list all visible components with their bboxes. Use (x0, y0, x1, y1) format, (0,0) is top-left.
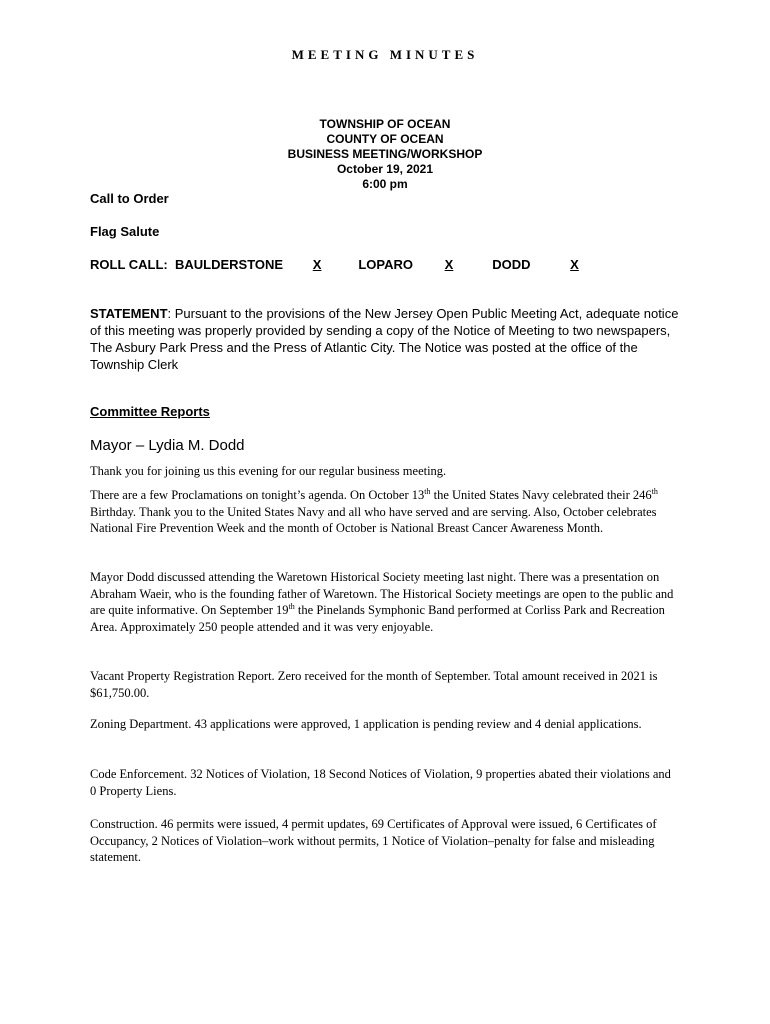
statement-label: STATEMENT (90, 306, 168, 321)
flag-salute-heading: Flag Salute (90, 224, 160, 239)
document-title: MEETING MINUTES (291, 47, 479, 62)
roll-call-member-name: BAULDERSTONE (174, 257, 284, 272)
roll-call-member-name: DODD (492, 257, 531, 272)
committee-reports-heading: Committee Reports (90, 404, 210, 419)
county-name: COUNTY OF OCEAN (326, 132, 444, 146)
statement-paragraph (90, 305, 680, 373)
meeting-type: BUSINESS MEETING/WORKSHOP (287, 147, 483, 161)
roll-call-mark: X (444, 257, 454, 272)
report-paragraph: Thank you for joining us this evening for our regular business meeting. (90, 464, 447, 478)
roll-call-label: ROLL CALL: (90, 257, 168, 272)
roll-call-member-name: LOPARO (358, 257, 413, 272)
mayor-heading: Mayor – Lydia M. Dodd (90, 437, 245, 454)
roll-call-mark: X (570, 257, 579, 272)
township-name: TOWNSHIP OF OCEAN (319, 117, 451, 131)
roll-call (90, 257, 619, 272)
report-paragraph: There are a few Proclamations on tonight’s agenda. On October 13th the United States Navy celebrated their 246th Birthday. Thank you to the United States Navy and all who have served and are serving. Also, October celebrates National Fire Prevention Week and the month of October is National Breast Cancer Awareness Month. (90, 486, 658, 535)
roll-call-mark: X (312, 257, 322, 272)
report-paragraph: Construction. 46 permits were issued, 4 permit updates, 69 Certificates of Approval were issued, 6 Certificates of Occupancy, 2 Notices of Violation–work without permits, 1 Notice of Violation–penalty for false and misleading statement. (90, 817, 657, 864)
meeting-time: 6:00 pm (362, 177, 408, 191)
report-paragraph: Mayor Dodd discussed attending the Waretown Historical Society meeting last night. There was a presentation on Abraham Waeir, who is the founding father of Waretown. The Historical Society meetings are open to the public and are quite informative. On September 19th the Pinelands Symphonic Band performed at Corliss Park and Recreation Area. Approximately 250 people attended and it was very enjoyable. (90, 570, 674, 634)
statement-text: : Pursuant to the provisions of the New Jersey Open Public Meeting Act, adequate notice of this meeting was properly provided by sending a copy of the Notice of Meeting to two newspapers, The Asbury Park Press and the Press of Atlantic City. The Notice was posted at the office of the Township Clerk (90, 306, 679, 372)
report-paragraph: Code Enforcement. 32 Notices of Violation, 18 Second Notices of Violation, 9 properties abated their violations and 0 Property Liens. (90, 767, 671, 798)
report-paragraph: Zoning Department. 43 applications were approved, 1 application is pending review and 4 denial applications. (90, 717, 642, 731)
meeting-header (0, 117, 770, 192)
report-paragraph: Vacant Property Registration Report. Zero received for the month of September. Total amount received in 2021 is $61,750.00. (90, 669, 658, 700)
meeting-date: October 19, 2021 (336, 162, 434, 176)
call-to-order-heading: Call to Order (90, 191, 169, 206)
